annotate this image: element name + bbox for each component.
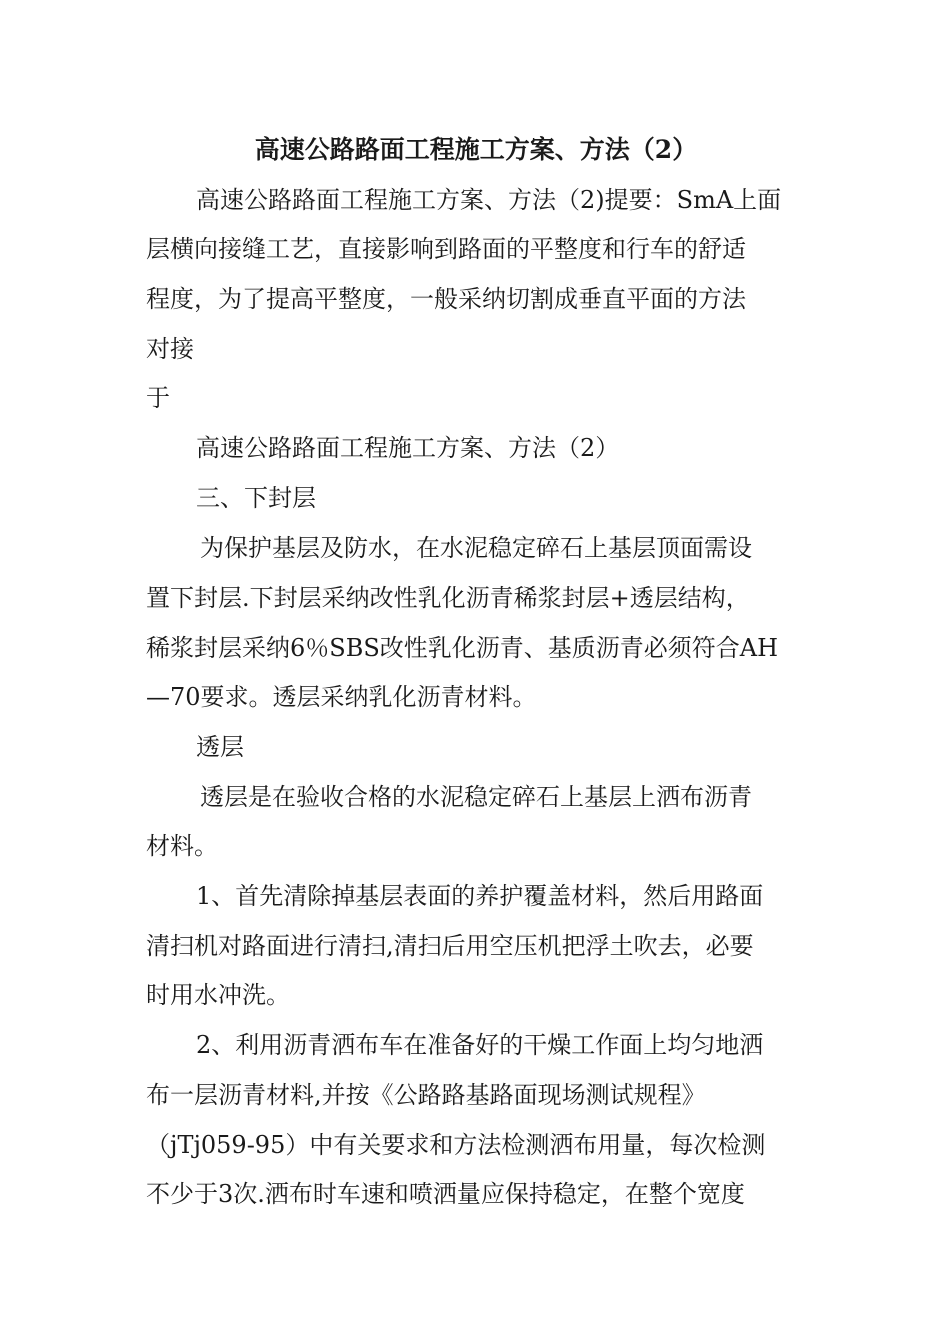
paragraph-line: 2、利用沥青洒布车在准备好的干燥工作面上均匀地洒 — [196, 1031, 764, 1059]
paragraph-line: 清扫机对路面进行清扫,清扫后用空压机把浮土吹去，必要 — [146, 932, 754, 960]
paragraph-line: 透层是在验收合格的水泥稳定碎石上基层上洒布沥青 — [200, 783, 752, 811]
paragraph-line: 高速公路路面工程施工方案、方法（2)提要：SmA上面 — [196, 186, 782, 214]
paragraph-line: 材料。 — [146, 832, 218, 860]
section-heading: 透层 — [196, 733, 244, 761]
paragraph-line: 对接 — [146, 335, 194, 363]
paragraph-line: 高速公路路面工程施工方案、方法（2） — [196, 434, 620, 462]
paragraph-line: 置下封层.下封层采纳改性乳化沥青稀浆封层+透层结构， — [146, 584, 750, 612]
paragraph-line: 程度，为了提高平整度，一般采纳切割成垂直平面的方法 — [146, 285, 746, 313]
document-title: 高速公路路面工程施工方案、方法（2） — [254, 135, 698, 164]
section-heading: 三、下封层 — [196, 484, 316, 512]
paragraph-line: 不少于3次.洒布时车速和喷洒量应保持稳定，在整个宽度 — [146, 1180, 745, 1208]
paragraph-line: 时用水冲洗。 — [146, 981, 290, 1009]
paragraph-line: 于 — [146, 384, 170, 412]
paragraph-line: 布一层沥青材料,并按《公路路基路面现场测试规程》 — [146, 1081, 706, 1109]
paragraph-line: 稀浆封层采纳6％SBS改性乳化沥青、基质沥青必须符合AH — [146, 634, 779, 662]
paragraph-line: 层横向接缝工艺，直接影响到路面的平整度和行车的舒适 — [146, 235, 746, 263]
paragraph-line: 为保护基层及防水，在水泥稳定碎石上基层顶面需设 — [200, 534, 752, 562]
paragraph-line: （jTj059-95）中有关要求和方法检测洒布用量，每次检测 — [146, 1131, 766, 1159]
paragraph-line: 1、首先清除掉基层表面的养护覆盖材料，然后用路面 — [196, 882, 764, 910]
paragraph-line: —70要求。透层采纳乳化沥青材料。 — [146, 683, 537, 711]
